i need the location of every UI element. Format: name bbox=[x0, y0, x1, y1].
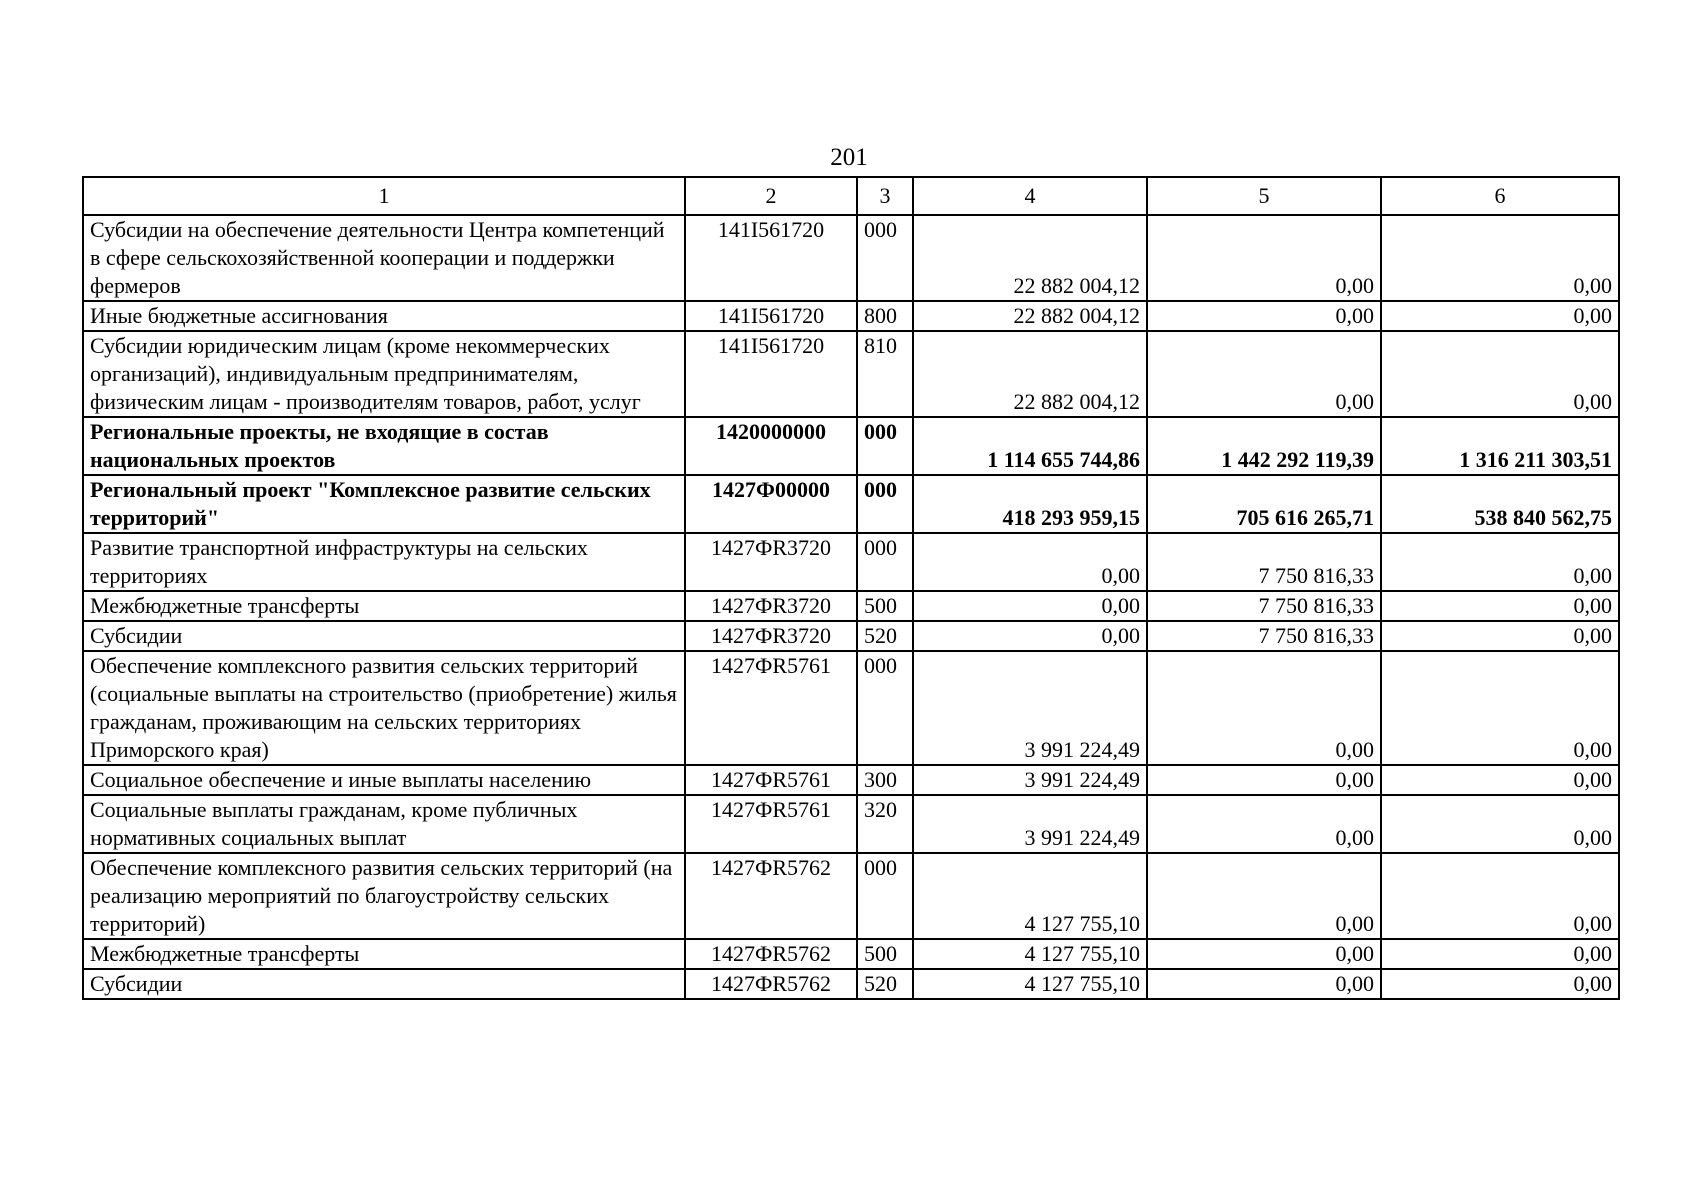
amount-column-6: 0,00 bbox=[1381, 215, 1619, 301]
amount-column-4: 0,00 bbox=[913, 621, 1147, 651]
amount-column-6: 0,00 bbox=[1381, 301, 1619, 331]
item-name: Иные бюджетные ассигнования bbox=[83, 301, 685, 331]
item-name: Обеспечение комплексного развития сельских территорий (социальные выплаты на строительство (приобретение) жилья гражданам, проживающим на сельских территориях Приморского края) bbox=[83, 651, 685, 765]
target-article-code: 1427ФR3720 bbox=[685, 621, 857, 651]
item-name: Субсидии bbox=[83, 621, 685, 651]
expense-type-code: 000 bbox=[857, 853, 913, 939]
item-name: Субсидии на обеспечение деятельности Центра компетенций в сфере сельскохозяйственной кооперации и поддержки фермеров bbox=[83, 215, 685, 301]
table-row bbox=[83, 591, 1619, 621]
column-header: 3 bbox=[857, 177, 913, 215]
expense-type-code: 000 bbox=[857, 651, 913, 765]
amount-column-6: 0,00 bbox=[1381, 765, 1619, 795]
item-name: Региональные проекты, не входящие в состав национальных проектов bbox=[83, 417, 685, 475]
item-name: Обеспечение комплексного развития сельских территорий (на реализацию мероприятий по благоустройству сельских территорий) bbox=[83, 853, 685, 939]
table-row bbox=[83, 939, 1619, 969]
column-header: 1 bbox=[83, 177, 685, 215]
amount-column-6: 0,00 bbox=[1381, 939, 1619, 969]
amount-column-5: 0,00 bbox=[1147, 795, 1381, 853]
target-article-code: 1427ФR5761 bbox=[685, 651, 857, 765]
item-name: Развитие транспортной инфраструктуры на сельских территориях bbox=[83, 533, 685, 591]
table-row bbox=[83, 475, 1619, 533]
table-row bbox=[83, 533, 1619, 591]
target-article-code: 1427ФR5761 bbox=[685, 765, 857, 795]
expense-type-code: 520 bbox=[857, 969, 913, 999]
target-article-code: 1427ФR3720 bbox=[685, 591, 857, 621]
table-row bbox=[83, 215, 1619, 301]
item-name: Субсидии bbox=[83, 969, 685, 999]
amount-column-4: 418 293 959,15 bbox=[913, 475, 1147, 533]
amount-column-5: 0,00 bbox=[1147, 301, 1381, 331]
amount-column-6: 0,00 bbox=[1381, 795, 1619, 853]
expense-type-code: 520 bbox=[857, 621, 913, 651]
amount-column-5: 0,00 bbox=[1147, 939, 1381, 969]
amount-column-6: 0,00 bbox=[1381, 331, 1619, 417]
item-name: Субсидии юридическим лицам (кроме некоммерческих организаций), индивидуальным предпринимателям, физическим лицам - производителям товаров, работ, услуг bbox=[83, 331, 685, 417]
expense-type-code: 300 bbox=[857, 765, 913, 795]
amount-column-6: 0,00 bbox=[1381, 533, 1619, 591]
target-article-code: 1427ФR5762 bbox=[685, 853, 857, 939]
amount-column-4: 4 127 755,10 bbox=[913, 969, 1147, 999]
table-row bbox=[83, 621, 1619, 651]
amount-column-6: 0,00 bbox=[1381, 853, 1619, 939]
amount-column-6: 538 840 562,75 bbox=[1381, 475, 1619, 533]
expense-type-code: 500 bbox=[857, 939, 913, 969]
table-row bbox=[83, 969, 1619, 999]
amount-column-4: 3 991 224,49 bbox=[913, 765, 1147, 795]
expense-type-code: 800 bbox=[857, 301, 913, 331]
amount-column-6: 1 316 211 303,51 bbox=[1381, 417, 1619, 475]
amount-column-6: 0,00 bbox=[1381, 621, 1619, 651]
amount-column-5: 0,00 bbox=[1147, 853, 1381, 939]
amount-column-4: 22 882 004,12 bbox=[913, 301, 1147, 331]
target-article-code: 1427ФR5762 bbox=[685, 969, 857, 999]
amount-column-5: 0,00 bbox=[1147, 331, 1381, 417]
expense-type-code: 000 bbox=[857, 533, 913, 591]
expense-type-code: 500 bbox=[857, 591, 913, 621]
expense-type-code: 000 bbox=[857, 475, 913, 533]
item-name: Социальное обеспечение и иные выплаты населению bbox=[83, 765, 685, 795]
table-row bbox=[83, 795, 1619, 853]
table-row bbox=[83, 301, 1619, 331]
target-article-code: 1427ФR5762 bbox=[685, 939, 857, 969]
item-name: Межбюджетные трансферты bbox=[83, 939, 685, 969]
table-row bbox=[83, 651, 1619, 765]
amount-column-4: 0,00 bbox=[913, 591, 1147, 621]
item-name: Межбюджетные трансферты bbox=[83, 591, 685, 621]
column-header: 2 bbox=[685, 177, 857, 215]
expense-type-code: 000 bbox=[857, 215, 913, 301]
table-row bbox=[83, 331, 1619, 417]
budget-table bbox=[82, 176, 1620, 1000]
amount-column-4: 1 114 655 744,86 bbox=[913, 417, 1147, 475]
column-header: 6 bbox=[1381, 177, 1619, 215]
column-header: 4 bbox=[913, 177, 1147, 215]
table-row bbox=[83, 417, 1619, 475]
target-article-code: 1427Ф00000 bbox=[685, 475, 857, 533]
amount-column-6: 0,00 bbox=[1381, 651, 1619, 765]
amount-column-5: 0,00 bbox=[1147, 765, 1381, 795]
amount-column-4: 4 127 755,10 bbox=[913, 939, 1147, 969]
expense-type-code: 320 bbox=[857, 795, 913, 853]
amount-column-4: 4 127 755,10 bbox=[913, 853, 1147, 939]
target-article-code: 141I561720 bbox=[685, 215, 857, 301]
item-name: Социальные выплаты гражданам, кроме публичных нормативных социальных выплат bbox=[83, 795, 685, 853]
table-header-row bbox=[83, 177, 1619, 215]
amount-column-4: 3 991 224,49 bbox=[913, 651, 1147, 765]
amount-column-5: 7 750 816,33 bbox=[1147, 591, 1381, 621]
item-name: Региональный проект "Комплексное развитие сельских территорий" bbox=[83, 475, 685, 533]
target-article-code: 141I561720 bbox=[685, 331, 857, 417]
target-article-code: 1427ФR5761 bbox=[685, 795, 857, 853]
amount-column-5: 7 750 816,33 bbox=[1147, 621, 1381, 651]
amount-column-6: 0,00 bbox=[1381, 591, 1619, 621]
target-article-code: 1420000000 bbox=[685, 417, 857, 475]
amount-column-5: 7 750 816,33 bbox=[1147, 533, 1381, 591]
column-header: 5 bbox=[1147, 177, 1381, 215]
target-article-code: 141I561720 bbox=[685, 301, 857, 331]
amount-column-4: 22 882 004,12 bbox=[913, 331, 1147, 417]
target-article-code: 1427ФR3720 bbox=[685, 533, 857, 591]
table-row bbox=[83, 853, 1619, 939]
amount-column-5: 0,00 bbox=[1147, 969, 1381, 999]
amount-column-5: 705 616 265,71 bbox=[1147, 475, 1381, 533]
page-number: 201 bbox=[830, 144, 868, 171]
amount-column-4: 22 882 004,12 bbox=[913, 215, 1147, 301]
amount-column-4: 0,00 bbox=[913, 533, 1147, 591]
expense-type-code: 810 bbox=[857, 331, 913, 417]
amount-column-4: 3 991 224,49 bbox=[913, 795, 1147, 853]
amount-column-5: 0,00 bbox=[1147, 651, 1381, 765]
amount-column-5: 0,00 bbox=[1147, 215, 1381, 301]
table-row bbox=[83, 765, 1619, 795]
amount-column-6: 0,00 bbox=[1381, 969, 1619, 999]
expense-type-code: 000 bbox=[857, 417, 913, 475]
amount-column-5: 1 442 292 119,39 bbox=[1147, 417, 1381, 475]
